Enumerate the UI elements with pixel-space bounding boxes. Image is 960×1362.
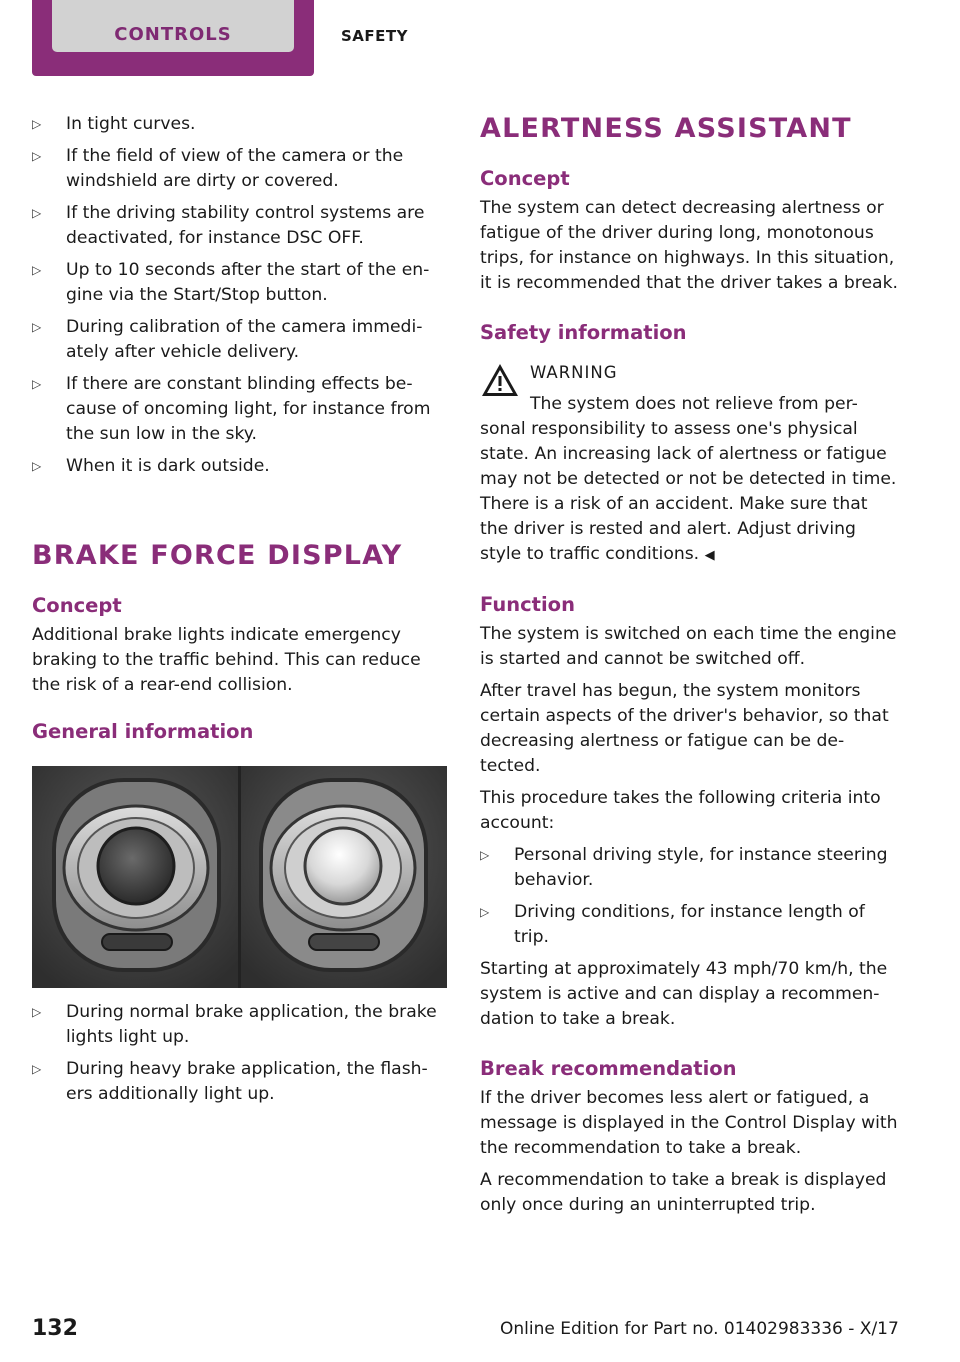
tab-controls-label-box: [52, 0, 294, 52]
break-paragraph-1: If the driver becomes less alert or fatigued, a message is displayed in the Control Display with the recommendation to take a break.: [480, 1088, 898, 1158]
triangle-bullet-icon: ▷: [32, 149, 42, 163]
list-item: ▷ During heavy brake application, the flash-ers additionally light up.: [32, 1059, 428, 1104]
function-paragraph-2: After travel has begun, the system monitors certain aspects of the driver's behavior, so that decreasing alertness or fatigue can be de-tected.: [480, 681, 889, 776]
header-tab-controls: [32, 0, 314, 76]
triangle-bullet-icon: ▷: [32, 459, 42, 473]
general-info-heading: General information: [32, 720, 254, 743]
concept-heading: Concept: [32, 594, 122, 617]
triangle-bullet-icon: ▷: [480, 905, 490, 919]
end-marker-icon: ◀: [704, 548, 715, 563]
list-item: ▷ Personal driving style, for instance steering behavior.: [480, 845, 888, 890]
warning-block: [480, 356, 900, 568]
list-item: ▷ In tight curves.: [32, 112, 447, 137]
break-paragraph-2: A recommendation to take a break is displayed only once during an uninterrupted trip.: [480, 1170, 887, 1215]
break-recommendation-heading: Break recommendation: [480, 1057, 737, 1080]
list-item: ▷ Driving conditions, for instance length of trip.: [480, 902, 865, 947]
list-item: ▷ If the field of view of the camera or the windshield are dirty or covered.: [32, 146, 404, 191]
safety-info-heading: Safety information: [480, 321, 687, 344]
list-item: ▷ When it is dark outside.: [32, 454, 447, 479]
warning-triangle-icon: [480, 362, 520, 398]
tab-safety-label: SAFETY: [341, 27, 408, 45]
function-paragraph-3: This procedure takes the following criteria into account:: [480, 788, 881, 833]
left-column: [32, 112, 447, 1107]
list-item: ▷ Up to 10 seconds after the start of the en-gine via the Start/Stop button.: [32, 260, 430, 305]
list-item: ▷ If the driving stability control systems are deactivated, for instance DSC OFF.: [32, 203, 425, 248]
brake-lights-photo: [32, 766, 447, 988]
alertness-heading: ALERTNESS ASSISTANT: [480, 113, 852, 144]
right-column: [480, 112, 900, 1218]
list-item: ▷ If there are constant blinding effects be-cause of oncoming light, for instance from the sun low in the sky.: [32, 374, 431, 444]
function-heading: Function: [480, 593, 575, 616]
triangle-bullet-icon: ▷: [32, 1062, 42, 1076]
brake-behavior-list: [32, 1000, 447, 1107]
function-paragraph-4: Starting at approximately 43 mph/70 km/h, the system is active and can display a recommen-dation to take a break.: [480, 959, 888, 1029]
conditions-list: [32, 112, 447, 479]
list-item: ▷ During normal brake application, the brake lights light up.: [32, 1002, 437, 1047]
function-paragraph-1: The system is switched on each time the engine is started and cannot be switched off.: [480, 624, 897, 669]
concept-text: The system can detect decreasing alertness or fatigue of the driver during long, monotonous trips, for instance on highways. In this situation, it is recommended that the driver takes a break.: [480, 198, 898, 293]
criteria-list: [480, 843, 900, 950]
triangle-bullet-icon: ▷: [480, 848, 490, 862]
triangle-bullet-icon: ▷: [32, 1005, 42, 1019]
warning-text-first: The system does not relieve from per-: [530, 394, 858, 414]
concept-text: Additional brake lights indicate emergency braking to the traffic behind. This can reduce the risk of a rear-end collision.: [32, 625, 421, 695]
warning-label: WARNING: [530, 363, 618, 382]
warning-text-body: sonal responsibility to assess one's physical state. An increasing lack of alertness or fatigue may not be detected or not be detected in time. There is a risk of an accident. Make sure that the driver is rested and alert. Adjust driving style to traffic conditions. ◀: [480, 419, 897, 564]
triangle-bullet-icon: ▷: [32, 263, 42, 277]
triangle-bullet-icon: ▷: [32, 117, 42, 131]
concept-heading: Concept: [480, 167, 570, 190]
list-item: ▷ During calibration of the camera immedi-ately after vehicle delivery.: [32, 317, 423, 362]
triangle-bullet-icon: ▷: [32, 320, 42, 334]
triangle-bullet-icon: ▷: [32, 206, 42, 220]
edition-note: Online Edition for Part no. 01402983336 - X/17: [500, 1319, 899, 1339]
triangle-bullet-icon: ▷: [32, 377, 42, 391]
brake-force-heading: BRAKE FORCE DISPLAY: [32, 540, 403, 571]
page-number: 132: [32, 1316, 78, 1341]
tab-controls-label: CONTROLS: [114, 24, 232, 45]
